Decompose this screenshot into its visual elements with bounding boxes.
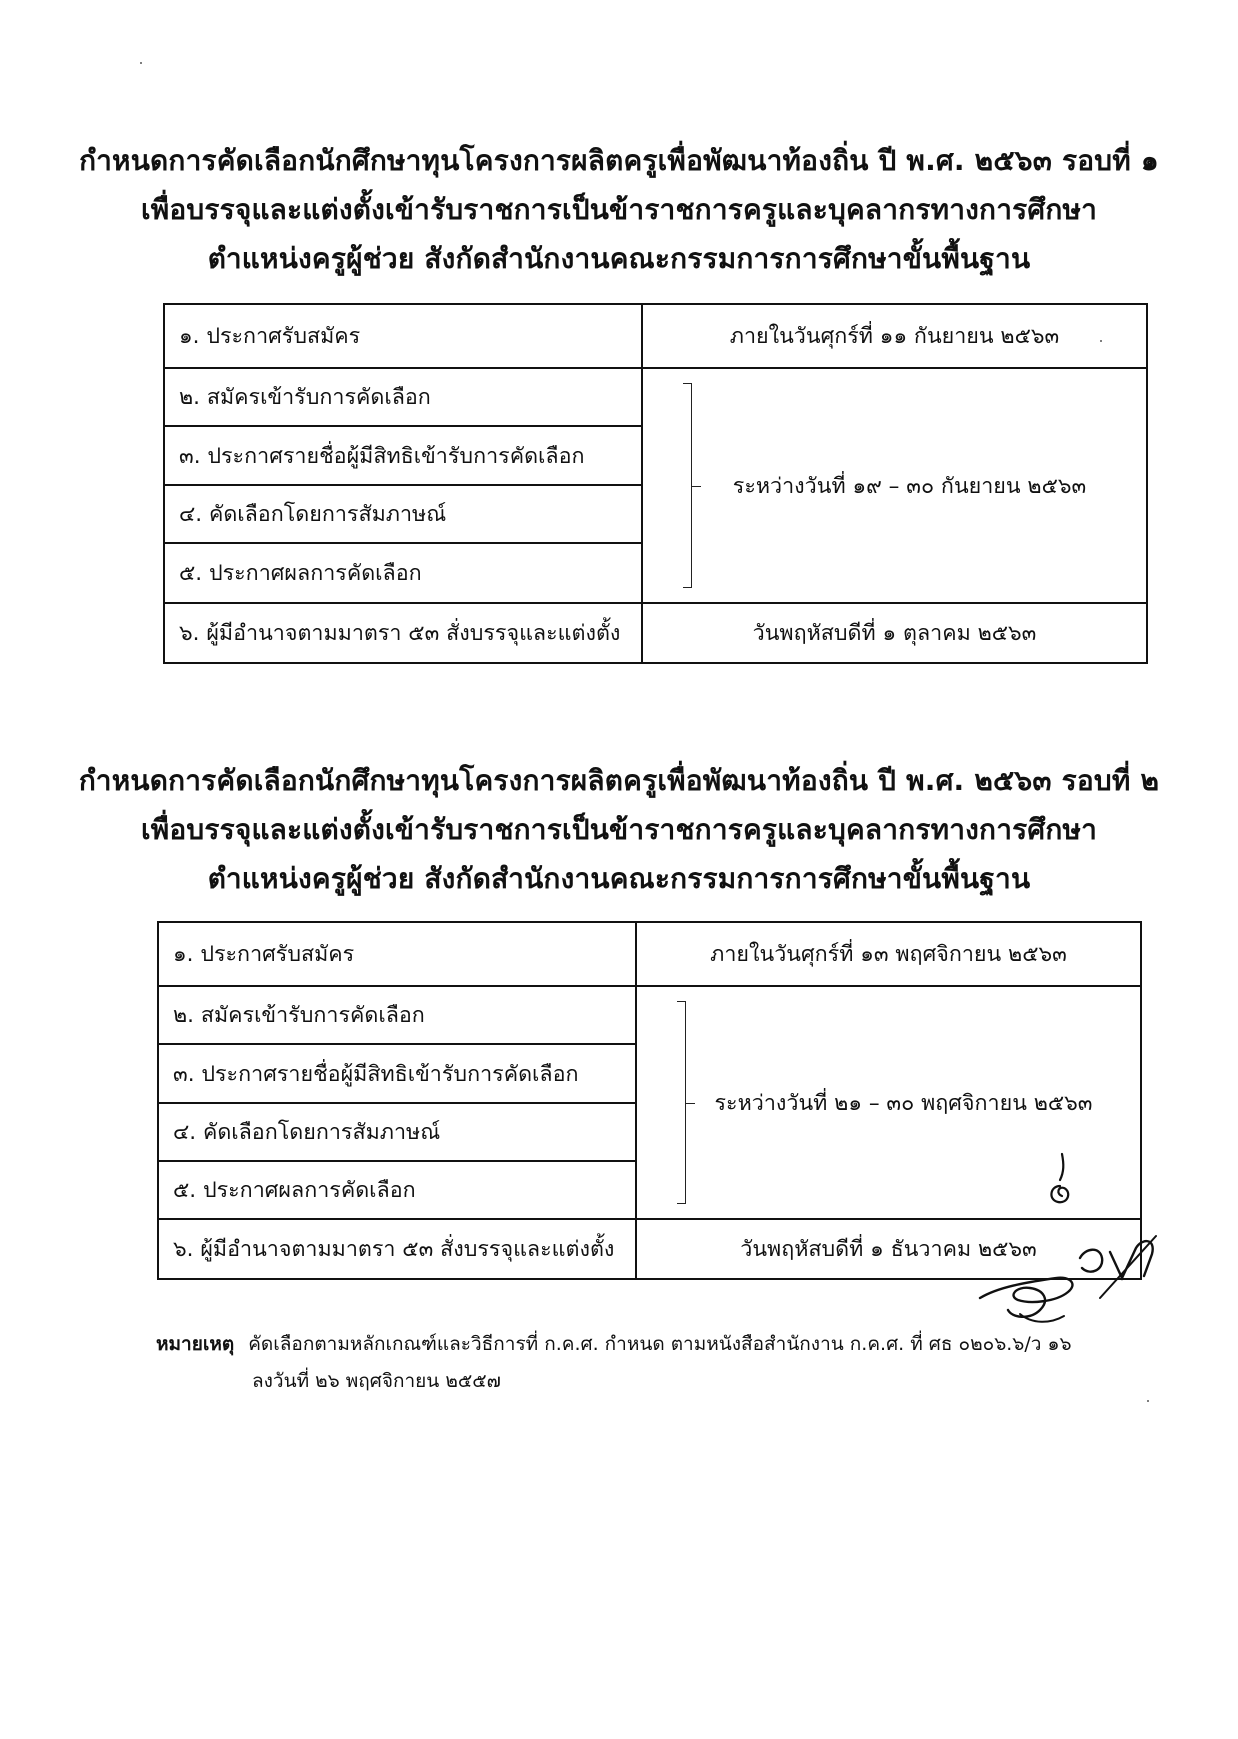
date-cell-announce: ภายในวันศุกร์ที่ ๑๓ พฤศจิกายน ๒๕๖๓	[636, 922, 1141, 986]
step-cell: ๑. ประกาศรับสมัคร	[164, 304, 642, 368]
schedule-2-title-line-1: กำหนดการคัดเลือกนักศึกษาทุนโครงการผลิตครูเพื่อพัฒนาท้องถิ่น ปี พ.ศ. ๒๕๖๓ รอบที่ ๒	[78, 764, 1160, 797]
step-cell: ๔. คัดเลือกโดยการสัมภาษณ์	[164, 485, 642, 543]
date-cell-range	[642, 368, 1147, 603]
bracket-tick-icon	[691, 486, 701, 487]
footnote-label: หมายเหตุ	[156, 1333, 235, 1355]
date-range-text: ระหว่างวันที่ ๑๙ – ๓๐ กันยายน ๒๕๖๓	[732, 473, 1087, 499]
step-cell: ๓. ประกาศรายชื่อผู้มีสิทธิเข้ารับการคัดเลือก	[164, 426, 642, 485]
step-cell: ๕. ประกาศผลการคัดเลือก	[164, 543, 642, 603]
schedule-2-title-line-3: ตำแหน่งครูผู้ช่วย สังกัดสำนักงานคณะกรรมการการศึกษาขั้นพื้นฐาน	[207, 862, 1031, 895]
table-row	[158, 922, 1141, 986]
schedule-1-title	[0, 136, 1238, 283]
footnote	[156, 1326, 1072, 1400]
schedule-1-title-line-1: กำหนดการคัดเลือกนักศึกษาทุนโครงการผลิตครูเพื่อพัฒนาท้องถิ่น ปี พ.ศ. ๒๕๖๓ รอบที่ ๑	[79, 144, 1159, 177]
schedule-2-title-line-2: เพื่อบรรจุและแต่งตั้งเข้ารับราชการเป็นข้าราชการครูและบุคลากรทางการศึกษา	[140, 813, 1098, 846]
schedule-1-title-line-2: เพื่อบรรจุและแต่งตั้งเข้ารับราชการเป็นข้าราชการครูและบุคลากรทางการศึกษา	[140, 193, 1098, 226]
step-cell: ๓. ประกาศรายชื่อผู้มีสิทธิเข้ารับการคัดเลือก	[158, 1044, 636, 1103]
schedule-2-title	[0, 756, 1238, 903]
schedule-2-table	[157, 921, 1142, 1280]
step-cell: ๑. ประกาศรับสมัคร	[158, 922, 636, 986]
date-cell-appoint: วันพฤหัสบดีที่ ๑ ตุลาคม ๒๕๖๓	[642, 603, 1147, 663]
signature-icon	[960, 1228, 1170, 1348]
step-cell: ๒. สมัครเข้ารับการคัดเลือก	[158, 986, 636, 1044]
step-cell: ๖. ผู้มีอำนาจตามมาตรา ๕๓ สั่งบรรจุและแต่งตั้ง	[158, 1219, 636, 1279]
table-row	[164, 603, 1147, 663]
table-row	[164, 368, 1147, 426]
scan-speck	[140, 62, 142, 64]
scan-speck	[1147, 1400, 1149, 1402]
footnote-line-2: ลงวันที่ ๒๖ พฤศจิกายน ๒๕๕๗	[252, 1370, 501, 1392]
table-row	[158, 986, 1141, 1044]
table-row	[164, 304, 1147, 368]
schedule-1-table	[163, 303, 1148, 664]
schedule-1-title-line-3: ตำแหน่งครูผู้ช่วย สังกัดสำนักงานคณะกรรมการการศึกษาขั้นพื้นฐาน	[207, 242, 1031, 275]
bracket-tick-icon	[685, 1103, 695, 1104]
handwritten-mark-icon	[1040, 1150, 1080, 1210]
footnote-line-1: คัดเลือกตามหลักเกณฑ์และวิธีการที่ ก.ค.ศ. กำหนด ตามหนังสือสำนักงาน ก.ค.ศ. ที่ ศธ ๐๒๐๖.๖/ว ๑๖	[248, 1333, 1072, 1355]
date-cell-announce: ภายในวันศุกร์ที่ ๑๑ กันยายน ๒๕๖๓	[642, 304, 1147, 368]
date-cell-appoint: วันพฤหัสบดีที่ ๑ ธันวาคม ๒๕๖๓	[636, 1219, 1141, 1279]
date-range-text: ระหว่างวันที่ ๒๑ – ๓๐ พฤศจิกายน ๒๕๖๓	[714, 1090, 1093, 1116]
scan-speck	[1100, 340, 1102, 342]
step-cell: ๕. ประกาศผลการคัดเลือก	[158, 1161, 636, 1219]
step-cell: ๒. สมัครเข้ารับการคัดเลือก	[164, 368, 642, 426]
step-cell: ๔. คัดเลือกโดยการสัมภาษณ์	[158, 1103, 636, 1161]
step-cell: ๖. ผู้มีอำนาจตามมาตรา ๕๓ สั่งบรรจุและแต่งตั้ง	[164, 603, 642, 663]
